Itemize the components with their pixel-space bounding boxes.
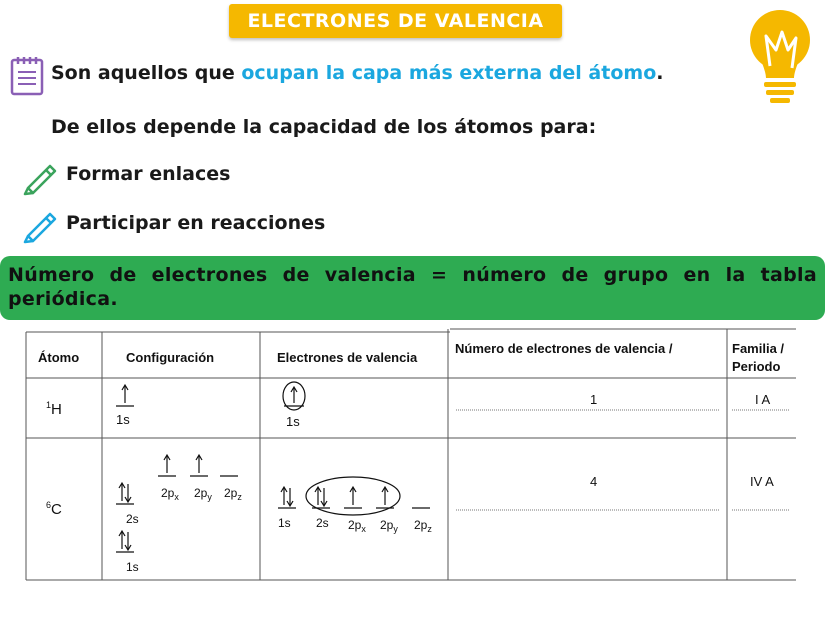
title-badge <box>229 4 562 38</box>
pencil-icon <box>22 158 60 196</box>
rule-text: Número de electrones de valencia = número de grupo en la tabla periódica. <box>8 264 817 310</box>
valence-table <box>20 326 796 586</box>
definition-suffix: . <box>656 62 664 84</box>
list-item: Participar en reacciones <box>66 212 326 234</box>
header-period: Periodo <box>732 359 781 374</box>
table-grid <box>20 326 796 586</box>
family-label: I A <box>755 392 771 407</box>
atom-carbon: $^6$C <box>46 500 62 518</box>
definition-prefix: Son aquellos que <box>51 62 235 84</box>
list-item: Formar enlaces <box>66 163 231 185</box>
definition-highlight: ocupan la capa más externa del átomo <box>241 62 657 84</box>
valence-count: 4 <box>590 474 598 489</box>
definition-line <box>51 62 663 84</box>
atom-hydrogen: $^1$H <box>46 400 62 418</box>
header-valence-electrons: Electrones de valencia <box>277 350 418 365</box>
lightbulb-icon <box>738 6 818 106</box>
orbital-label: $2p_y$ <box>194 486 212 502</box>
notepad-icon <box>10 56 44 96</box>
orbital-label: $2p_z$ <box>224 486 242 502</box>
header-configuration: Configuración <box>126 350 215 365</box>
intro-line: De ellos depende la capacidad de los átomos para: <box>51 116 597 138</box>
page-title: ELECTRONES DE VALENCIA <box>247 10 544 32</box>
orbital-label: $2p_y$ <box>380 518 398 534</box>
orbital-label: 2s <box>316 516 329 530</box>
pencil-icon <box>22 206 60 244</box>
rule-banner <box>0 256 825 320</box>
orbital-label: 2s <box>126 512 139 526</box>
valence-count: 1 <box>590 392 598 407</box>
orbital-label: $2p_x$ <box>161 486 179 502</box>
header-num-valence: Número de electrones de valencia / <box>455 341 673 356</box>
orbital-label: $2p_x$ <box>348 518 366 534</box>
family-label: IV A <box>750 474 774 489</box>
header-atom: Átomo <box>38 350 80 365</box>
orbital-label: 1s <box>126 560 139 574</box>
orbital-label: $2p_z$ <box>414 518 432 534</box>
orbital-label: 1s <box>286 414 300 429</box>
header-family: Familia / <box>732 341 785 356</box>
orbital-label: 1s <box>116 412 130 427</box>
orbital-label: 1s <box>278 516 291 530</box>
